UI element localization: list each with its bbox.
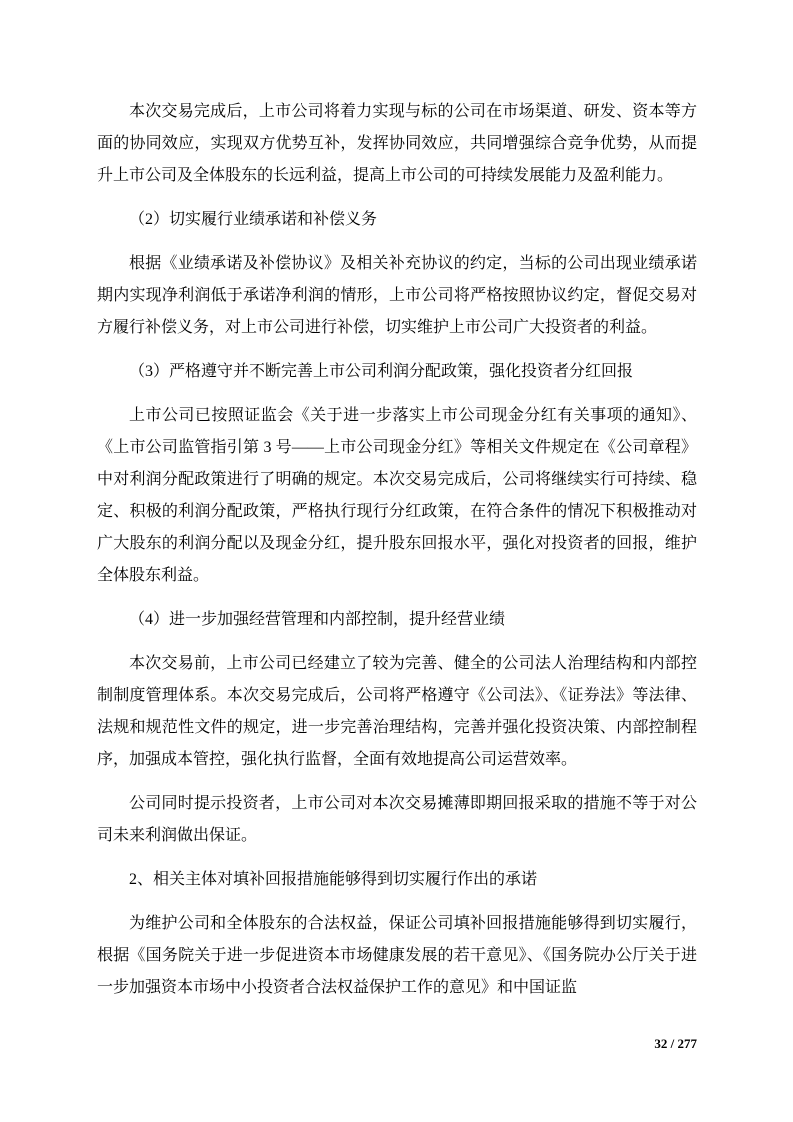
body-paragraph: 上市公司已按照证监会《关于进一步落实上市公司现金分红有关事项的通知》、《上市公司监管指引第 3 号——上市公司现金分红》等相关文件规定在《公司章程》中对利润分配政策进行了明确的规定。本次交易完成后，公司将继续实行可持续、稳定、积极的利润分配政策，严格执行现行分红政策，在符合条件的情况下积极推动对广大股东的利润分配以及现金分红，提升股东回报水平，强化对投资者的回报，维护全体股东利益。 bbox=[97, 407, 697, 584]
body-paragraph: 为维护公司和全体股东的合法权益，保证公司填补回报措施能够得到切实履行，根据《国务院关于进一步促进资本市场健康发展的若干意见》、《国务院办公厅关于进一步加强资本市场中小投资者合法权益保护工作的意见》和中国证监 bbox=[97, 915, 697, 996]
section-heading: （3）严格遵守并不断完善上市公司利润分配政策，强化投资者分红回报 bbox=[129, 363, 634, 380]
body-paragraph: 根据《业绩承诺及补偿协议》及相关补充协议的约定，当标的公司出现业绩承诺期内实现净利润低于承诺净利润的情形，上市公司将严格按照协议约定，督促交易对方履行补偿义务，对上市公司进行补偿，切实维护上市公司广大投资者的利益。 bbox=[97, 255, 697, 336]
body-paragraph: 本次交易前，上市公司已经建立了较为完善、健全的公司法人治理结构和内部控制制度管理体系。本次交易完成后，公司将严格遵守《公司法》、《证券法》等法律、法规和规范性文件的规定，进一步完善治理结构，完善并强化投资决策、内部控制程序，加强成本管控，强化执行监督，全面有效地提高公司运营效率。 bbox=[97, 655, 697, 768]
page-number: 32 / 277 bbox=[654, 1036, 697, 1051]
section-heading: （2）切实履行业绩承诺和补偿义务 bbox=[129, 211, 378, 228]
document-body bbox=[97, 96, 697, 1004]
section-heading: （4）进一步加强经营管理和内部控制，提升经营业绩 bbox=[129, 611, 506, 628]
body-paragraph: 公司同时提示投资者，上市公司对本次交易摊薄即期回报采取的措施不等于对公司未来利润做出保证。 bbox=[97, 795, 697, 844]
section-heading: 2、相关主体对填补回报措施能够得到切实履行作出的承诺 bbox=[129, 871, 538, 888]
page-footer bbox=[654, 1036, 697, 1052]
body-paragraph: 本次交易完成后，上市公司将着力实现与标的公司在市场渠道、研发、资本等方面的协同效应，实现双方优势互补，发挥协同效应，共同增强综合竞争优势，从而提升上市公司及全体股东的长远利益，提高上市公司的可持续发展能力及盈利能力。 bbox=[97, 103, 697, 184]
